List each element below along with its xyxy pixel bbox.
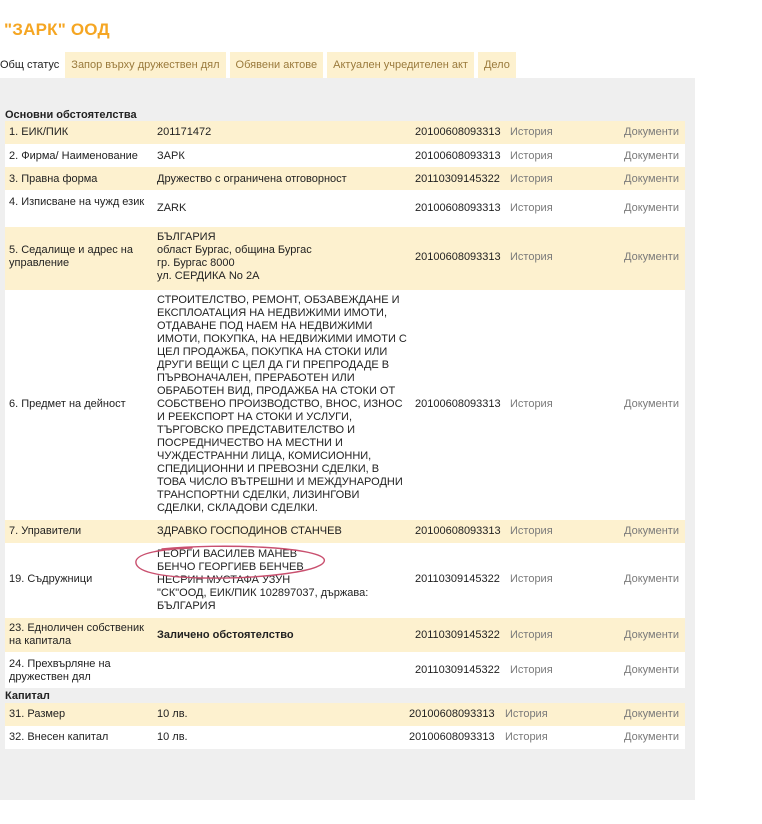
row-date: 20100608093313 xyxy=(415,126,501,138)
documents-link[interactable]: Документи xyxy=(624,173,679,185)
tab-general-status[interactable]: Общ статус xyxy=(0,52,63,78)
row-label: 7. Управители xyxy=(9,525,82,537)
history-link[interactable]: История xyxy=(505,708,548,720)
row-label: 1. ЕИК/ПИК xyxy=(9,126,69,138)
documents-link[interactable]: Документи xyxy=(624,525,679,537)
row-label: 31. Размер xyxy=(9,708,66,720)
documents-link[interactable]: Документи xyxy=(624,150,679,162)
table-row xyxy=(5,726,685,749)
table-row xyxy=(5,144,685,167)
row-value: СТРОИТЕЛСТВО, РЕМОНТ, ОБЗАВЕЖДАНЕ И ЕКСПЛОАТАЦИЯ НА НЕДВИЖИМИ ИМОТИ, ОТДАВАНЕ ПОД НАЕМ НА НЕДВИЖИМИ ИМОТИ, ПОКУПКА, НА НЕДВИЖИМИ ИМОТИ С ЦЕЛ ПРОДАЖБА, ПОКУПКА НА СТОКИ ИЛИ ДРУГИ ВЕЩИ С ЦЕЛ ДА ГИ ПРЕПРОДАДЕ В ПЪРВОНАЧАЛЕН, ПРЕРАБОТЕН ИЛИ ОБРАБОТЕН ВИД, ПРОДАЖБА НА СТОКИ ОТ СОБСТВЕНО ПРОИЗВОДСТВО, ВНОС, ИЗНОС И РЕЕКСПОРТ НА СТОКИ И УСЛУГИ, ТЪРГОВСКО ПРЕДСТАВИТЕЛСТВО И ПОСРЕДНИЧЕСТВО НА МЕСТНИ И ЧУЖДЕСТРАННИ ЛИЦА, КОМИСИОННИ, СПЕДИЦИОННИ И ПРЕВОЗНИ СДЕЛКИ, В ТОВА ЧИСЛО ВЪТРЕШНИ И МЕЖДУНАРОДНИ ТРАНСПОРТНИ СДЕЛКИ, ЛИЗИНГОВИ СДЕЛКИ, СКЛАДОВИ СДЕЛКИ. xyxy=(157,294,407,514)
tab-case[interactable]: Дело xyxy=(478,52,516,78)
row-value: Дружество с ограничена отговорност xyxy=(157,173,347,185)
row-date: 20100608093313 xyxy=(409,731,495,743)
table-row xyxy=(5,703,685,726)
history-link[interactable]: История xyxy=(510,202,553,214)
row-date: 20100608093313 xyxy=(415,398,501,410)
documents-link[interactable]: Документи xyxy=(624,573,679,585)
section-capital: Капитал xyxy=(5,690,50,702)
table-row xyxy=(5,520,685,543)
row-label: 23. Едноличен собственик на капитала xyxy=(9,622,144,647)
documents-link[interactable]: Документи xyxy=(624,126,679,138)
table-row xyxy=(5,167,685,190)
row-label: 3. Правна форма xyxy=(9,173,98,185)
table-row xyxy=(5,190,685,227)
row-label: 19. Съдружници xyxy=(9,573,93,585)
section-main-circumstances: Основни обстоятелства xyxy=(5,109,137,121)
hand-drawn-circle-annotation xyxy=(132,545,328,581)
table-row xyxy=(5,543,685,618)
history-link[interactable]: История xyxy=(510,573,553,585)
row-date: 20100608093313 xyxy=(409,708,495,720)
documents-link[interactable]: Документи xyxy=(624,664,679,676)
tab-articles[interactable]: Актуален учредителен акт xyxy=(327,52,474,78)
row-date: 20100608093313 xyxy=(415,525,501,537)
tab-published-acts[interactable]: Обявени актове xyxy=(230,52,324,78)
row-label: 6. Предмет на дейност xyxy=(9,398,126,410)
row-value: ZARK xyxy=(157,202,187,214)
row-date: 20110309145322 xyxy=(415,573,500,585)
table-row xyxy=(5,290,685,520)
row-date: 20110309145322 xyxy=(415,664,500,676)
row-value: 201171472 xyxy=(157,126,212,138)
documents-link[interactable]: Документи xyxy=(624,708,679,720)
tab-bar xyxy=(0,52,520,78)
history-link[interactable]: История xyxy=(505,731,548,743)
table-row xyxy=(5,652,685,688)
documents-link[interactable]: Документи xyxy=(624,251,679,263)
row-date: 20100608093313 xyxy=(415,251,501,263)
row-value: ГЕОРГИ ВАСИЛЕВ МАНЕВ БЕНЧО ГЕОРГИЕВ БЕНЧЕВ НЕСРИН МУСТАФА УЗУН "СК"ООД, ЕИК/ПИК 102897037, държава: БЪЛГАРИЯ xyxy=(157,548,369,612)
documents-link[interactable]: Документи xyxy=(624,398,679,410)
row-value: 10 лв. xyxy=(157,731,188,743)
row-value: Заличено обстоятелство xyxy=(157,629,294,641)
row-label: 5. Седалище и адрес на управление xyxy=(9,244,133,269)
history-link[interactable]: История xyxy=(510,126,553,138)
row-label: 32. Внесен капитал xyxy=(9,731,109,743)
documents-link[interactable]: Документи xyxy=(624,731,679,743)
row-value: 10 лв. xyxy=(157,708,188,720)
history-link[interactable]: История xyxy=(510,398,553,410)
table-row xyxy=(5,227,685,290)
history-link[interactable]: История xyxy=(510,251,553,263)
documents-link[interactable]: Документи xyxy=(624,629,679,641)
row-date: 20100608093313 xyxy=(415,202,501,214)
history-link[interactable]: История xyxy=(510,525,553,537)
row-date: 20110309145322 xyxy=(415,629,500,641)
row-label: 4. Изписване на чужд език xyxy=(9,196,145,208)
history-link[interactable]: История xyxy=(510,150,553,162)
table-row xyxy=(5,618,685,652)
history-link[interactable]: История xyxy=(510,629,553,641)
row-label: 2. Фирма/ Наименование xyxy=(9,150,138,162)
company-title: "ЗАРК" ООД xyxy=(4,20,110,39)
table-row xyxy=(5,121,685,144)
row-date: 20110309145322 xyxy=(415,173,500,185)
row-value: ЗДРАВКО ГОСПОДИНОВ СТАНЧЕВ xyxy=(157,525,342,537)
row-value: ЗАРК xyxy=(157,150,185,162)
history-link[interactable]: История xyxy=(510,664,553,676)
documents-link[interactable]: Документи xyxy=(624,202,679,214)
row-value: БЪЛГАРИЯ област Бургас, община Бургас гр. Бургас 8000 ул. СЕРДИКА No 2А xyxy=(157,231,312,282)
row-date: 20100608093313 xyxy=(415,150,501,162)
tab-share-seizure[interactable]: Запор върху дружествен дял xyxy=(65,52,225,78)
history-link[interactable]: История xyxy=(510,173,553,185)
row-label: 24. Прехвърляне на дружествен дял xyxy=(9,658,111,683)
